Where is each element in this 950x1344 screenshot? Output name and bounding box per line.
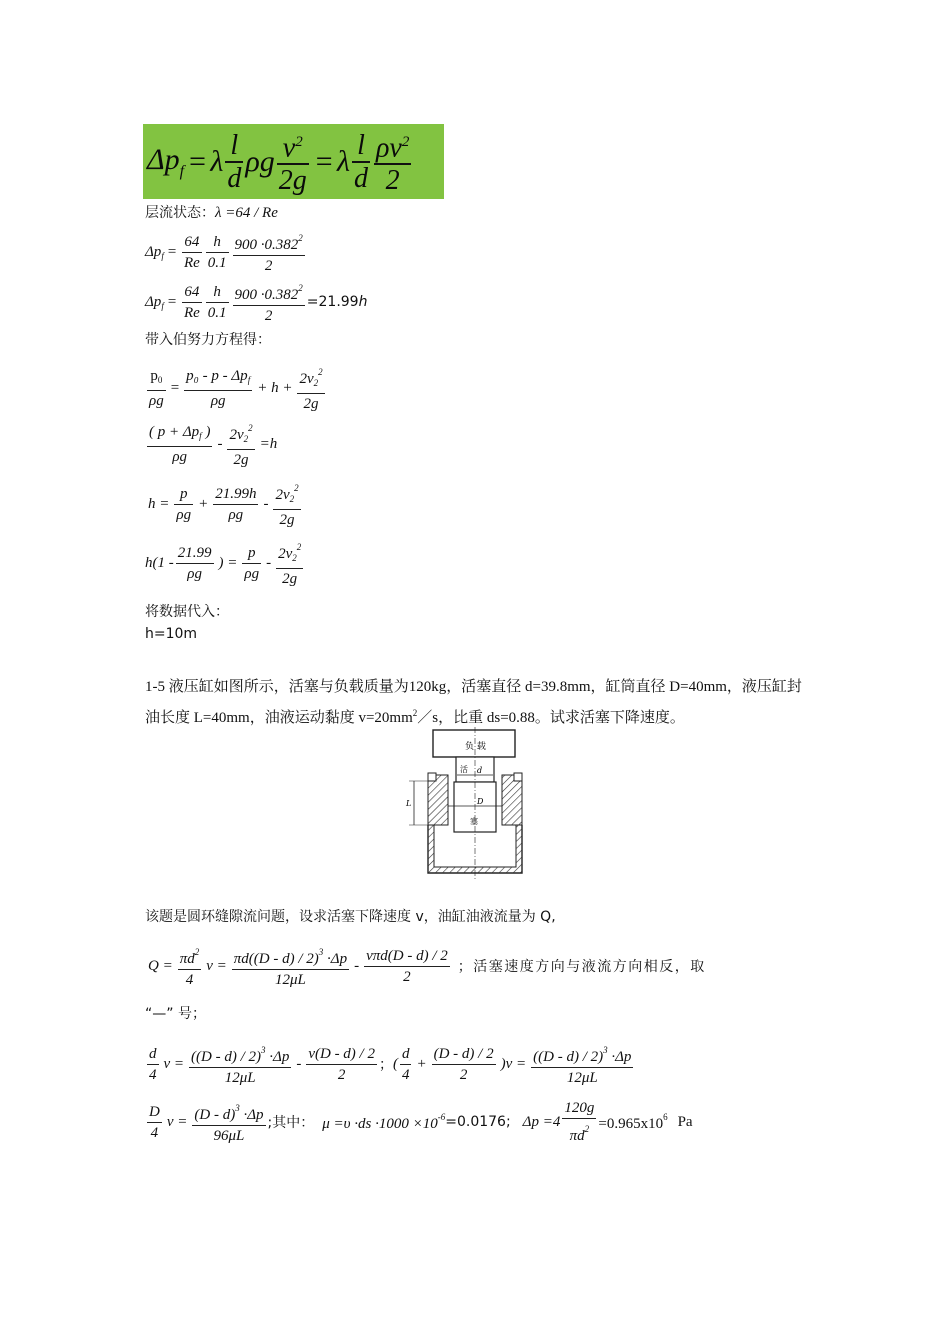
answer-text: h=10m [145,626,198,642]
equation-2: $\Delta p_f$ = $\frac{64}{Re}$ $\frac{h}{0.1}$ $\frac{900 \cdot 0.382^2}{2}$ =21.99 h [145,278,367,326]
equation-6: h(1 - $\frac{21.99}{\rho g}$ ) = $\frac{p}{\rho g}$ - $\frac{2v_2^2}{2g}$ [145,537,305,589]
substitute-label: 将数据代入： [145,604,229,620]
bernoulli-label: 带入伯努力方程得： [145,332,271,348]
formula-banner: $\Delta p_f$ = λ $\frac{l}{d}$ ρg $\frac{v^2}{2g}$ = λ $\frac{l}{d}$ $\frac{\rho v^2}{2}$ [143,124,444,199]
piston-label-bottom: 塞 [470,817,478,826]
banner-frac-v2-2g: $\frac{v^2}{2g}$ [277,127,309,196]
analysis-text: 该题是圆环缝隙流问题，设求活塞下降速度 v，油缸油液流量为 Q, [145,909,556,925]
equation-5: h = $\frac{p}{\rho g}$ + $\frac{21.99h}{\rho g}$ - $\frac{2v_2^2}{2g}$ [145,478,303,530]
equation-1: $\Delta p_f$ = $\frac{64}{Re}$ $\frac{h}{0.1}$ $\frac{900 \cdot 0.382^2}{2}$ [145,228,307,276]
equation-3: $\frac{p_0}{\rho g}$ = $\frac{p_0 - p - \Delta p_f}{\rho g}$ + h + $\frac{2v_2^2}{2g}$ [145,362,327,414]
equation-7: Q = $\frac{\pi d^2}{4}$ v = $\frac{\pi d((D - d) / 2)^3 \cdot\Delta p}{12\mu L}$ - $\frac{\text{vπd(D - d) / 2}}{2}$ ；活塞速度方向与液流方向相反，取 [145,942,706,990]
banner-lhs: $\Delta p_f$ [147,142,185,180]
d-dimension-label: d [477,766,483,775]
cylinder-diagram [404,727,540,880]
banner-frac-rhov2-2: $\frac{\rho v^2}{2}$ [374,127,411,196]
laminar-line: 层流状态：λ =64 / Re [145,205,278,221]
banner-frac-l-d: $\frac{l}{d}$ [227,129,242,194]
load-label: 负 载 [465,742,486,752]
equation-8: $\frac{d}{4}$ v = $\frac{((D - d) / 2)^3 \cdot\Delta p}{12\mu L}$ - $\frac{v(D - d) / 2}{2}$ ； ( $\frac{d}{4}$ + $\frac{(D - d) / 2}{2}$ )v = $\frac{((D - d) / 2)^3 \cdot\Delta p}{12\mu L}$ [145,1040,635,1088]
hydraulic-cylinder-figure [404,727,540,880]
sign-note: “—” 号； [145,1006,206,1022]
equation-9: $\frac{D}{4}$ v = $\frac{(D - d)^3 \cdot\Delta p}{96\mu L}$ ;其中： $\mu =\upsilon \cdot ds \cdot 1000 \times 10^{-6}$ =0.0176; Δp =4 $\frac{120g}{\pi d^2}$ $=0.965x10^6$ Pa [149,1100,693,1144]
D-dimension-label: D [477,797,484,806]
equation-4: $\frac{( p + \Delta p_f )}{\rho g}$ - $\frac{2v_2^2}{2g}$ =h [145,418,280,470]
problem-statement: 1-5 液压缸如图所示，活塞与负载质量为120kg，活塞直径 d=39.8mm，缸筒直径 D=40mm，液压缸封油长度 L=40mm，油液运动黏度 $v=20mm^2/s$，比重 ds=0.88。试求活塞下降速度。 [145,679,802,726]
L-dimension-label: L [406,799,412,808]
piston-label-top: 活 [460,765,468,774]
